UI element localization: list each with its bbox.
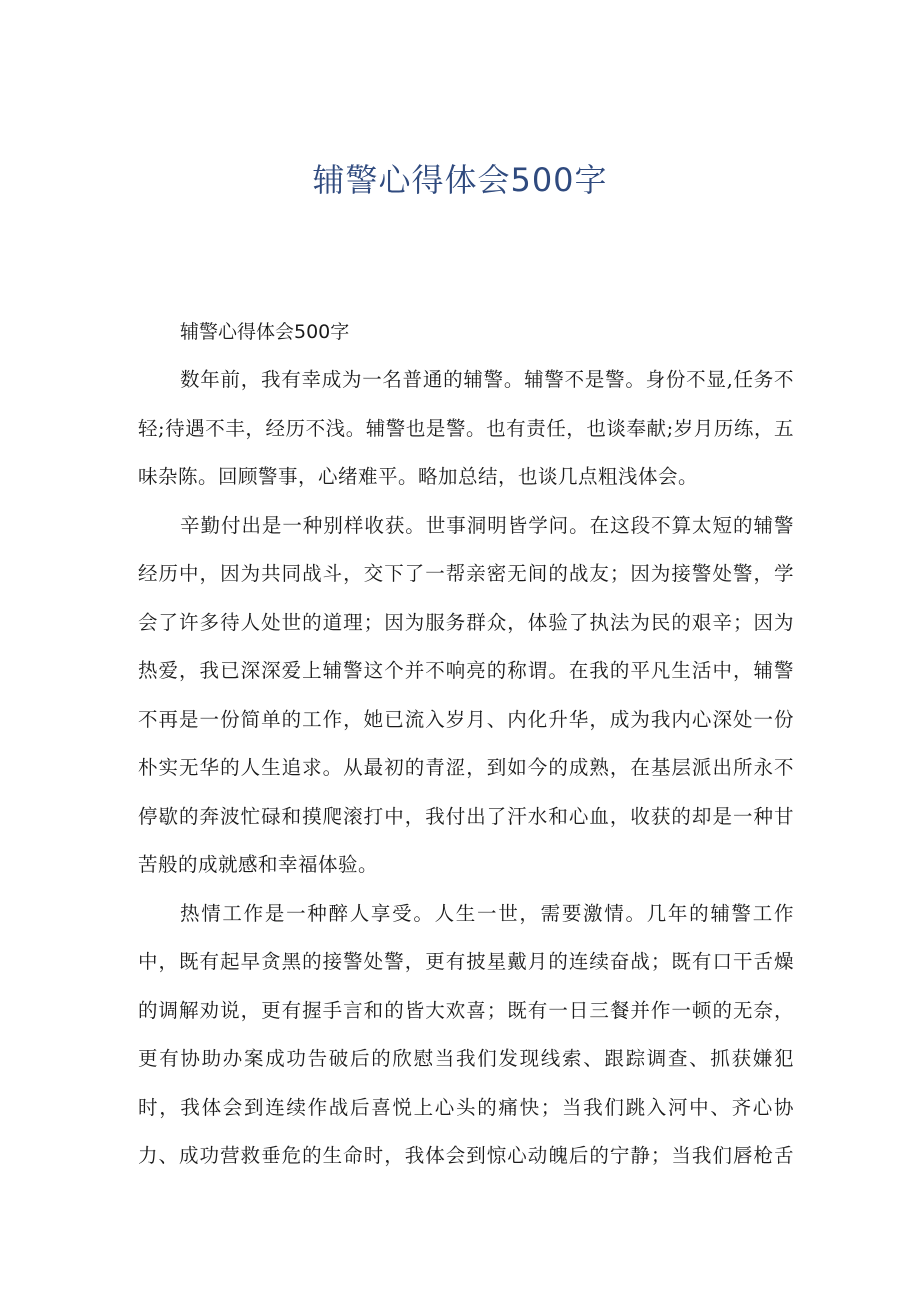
paragraph-line: 味杂陈。回顾警事，心绪难平。略加总结，也谈几点粗浅体会。	[138, 465, 699, 488]
paragraph-1	[138, 356, 794, 502]
paragraph-line: 不再是一份简单的工作，她已流入岁月、内化升华，成为我内心深处一份	[138, 707, 794, 731]
paragraph-line: 的调解劝说，更有握手言和的皆大欢喜；既有一日三餐并作一顿的无奈，	[138, 998, 794, 1022]
paragraph-line: 停歇的奔波忙碌和摸爬滚打中，我付出了汗水和心血，收获的却是一种甘	[138, 804, 794, 828]
paragraph-line: 热情工作是一种醉人享受。人生一世，需要激情。几年的辅警工作	[180, 901, 794, 925]
document-subtitle: 辅警心得体会500字	[180, 321, 350, 343]
paragraph-2	[138, 502, 794, 890]
paragraph-line: 苦般的成就感和幸福体验。	[138, 853, 379, 876]
paragraph-line: 力、成功营救垂危的生命时，我体会到惊心动魄后的宁静；当我们唇枪舌	[138, 1144, 794, 1167]
paragraph-line: 热爱，我已深深爱上辅警这个并不响亮的称谓。在我的平凡生活中，辅警	[138, 659, 794, 682]
paragraph-line: 中，既有起早贪黑的接警处警，更有披星戴月的连续奋战；既有口干舌燥	[138, 950, 794, 973]
paragraph-line: 朴实无华的人生追求。从最初的青涩，到如今的成熟，在基层派出所永不	[138, 756, 794, 779]
paragraph-line: 数年前，我有幸成为一名普通的辅警。辅警不是警。身份不显,任务不	[180, 368, 794, 391]
paragraph-line: 更有协助办案成功告破后的欣慰当我们发现线索、跟踪调查、抓获嫌犯	[138, 1047, 794, 1070]
paragraph-line: 经历中，因为共同战斗，交下了一帮亲密无间的战友；因为接警处警，学	[138, 562, 794, 585]
paragraph-line: 会了许多待人处世的道理；因为服务群众，体验了执法为民的艰辛；因为	[138, 610, 794, 634]
paragraph-line: 时，我体会到连续作战后喜悦上心头的痛快；当我们跳入河中、齐心协	[138, 1095, 794, 1119]
document-body	[138, 308, 794, 1181]
document-title: 辅警心得体会500字	[312, 161, 608, 199]
paragraph-3	[138, 890, 794, 1181]
paragraph-line: 轻;待遇不丰，经历不浅。辅警也是警。也有责任，也谈奉献;岁月历练，五	[138, 416, 794, 440]
paragraph-line: 辛勤付出是一种别样收获。世事洞明皆学问。在这段不算太短的辅警	[180, 513, 794, 537]
